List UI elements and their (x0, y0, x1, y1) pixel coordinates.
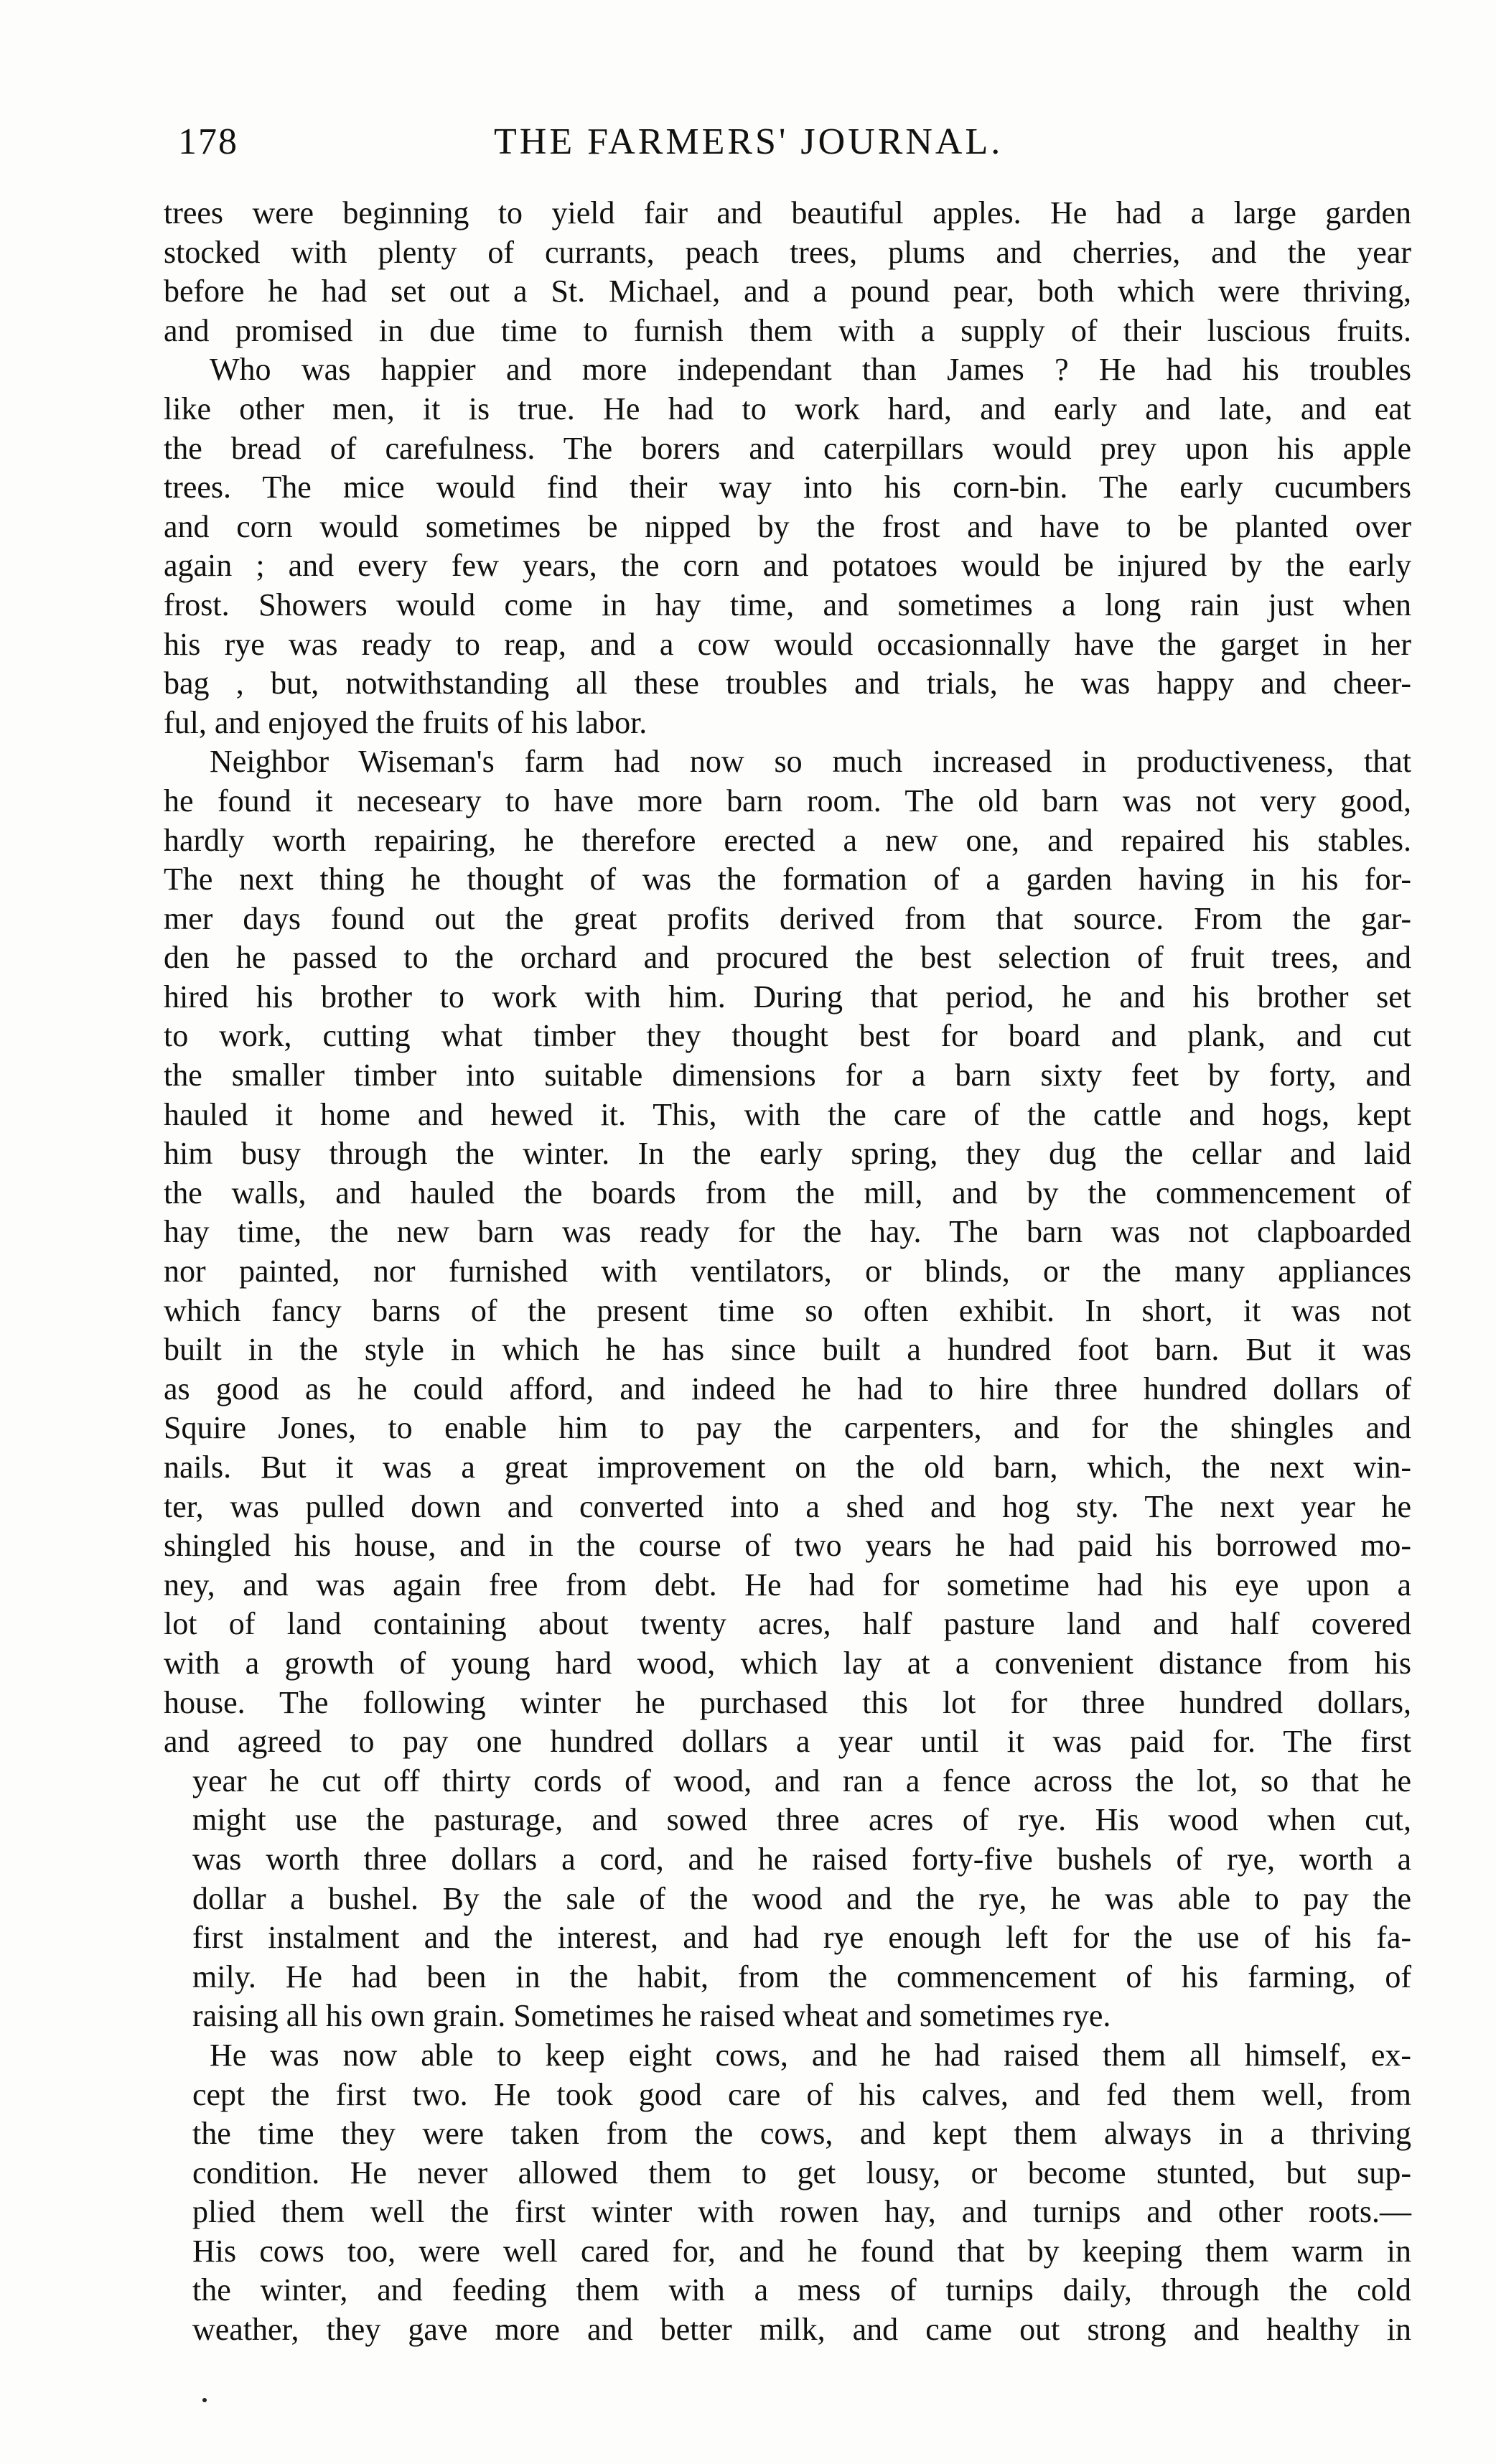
text-line: bag , but, notwithstanding all these troubles and trials, he was happy and cheer- (164, 666, 1411, 701)
text-line: built in the style in which he has since built a hundred foot barn. But it was (164, 1332, 1411, 1368)
text-line: mer days found out the great profits derived from that source. From the gar- (164, 900, 1411, 936)
text-line: with a growth of young hard wood, which lay at a convenient distance from his (164, 1645, 1411, 1681)
text-line: hay time, the new barn was ready for the hay. The barn was not clapboarded (164, 1214, 1411, 1250)
text-line: like other men, it is true. He had to work hard, and early and late, and eat (164, 391, 1411, 426)
text-line: The next thing he thought of was the formation of a garden having in his for- (164, 862, 1411, 897)
page-number: 178 (178, 121, 238, 162)
text-line: condition. He never allowed them to get lousy, or become stunted, but sup- (192, 2155, 1411, 2190)
text-line: ful, and enjoyed the fruits of his labor. (164, 704, 648, 740)
text-line: mily. He had been in the habit, from the commencement of his farming, of (192, 1959, 1411, 1994)
running-head: THE FARMERS' JOURNAL. (494, 121, 1004, 162)
text-line: house. The following winter he purchased this lot for three hundred dollars, (164, 1684, 1411, 1720)
text-line: hired his brother to work with him. During that period, he and his brother set (164, 979, 1411, 1014)
text-line: cept the first two. He took good care of his calves, and fed them well, from (192, 2076, 1411, 2112)
text-line: hauled it home and hewed it. This, with the care of the cattle and hogs, kept (164, 1096, 1411, 1132)
text-line: weather, they gave more and better milk, and came out strong and healthy in (192, 2312, 1411, 2348)
text-line: Who was happier and more independant than James ? He had his troubles (210, 352, 1411, 388)
text-line: trees were beginning to yield fair and beautiful apples. He had a large garden (164, 195, 1411, 230)
text-line: His cows too, were well cared for, and he found that by keeping them warm in (192, 2233, 1411, 2269)
body-text (164, 194, 1411, 2350)
text-line: the smaller timber into suitable dimensions for a barn sixty feet by forty, and (164, 1058, 1411, 1093)
text-line: ney, and was again free from debt. He had for sometime had his eye upon a (164, 1567, 1411, 1602)
text-line: again ; and every few years, the corn and potatoes would be injured by the early (164, 548, 1411, 584)
text-line: the winter, and feeding them with a mess of turnips daily, through the cold (192, 2272, 1411, 2308)
text-line: He was now able to keep eight cows, and he had raised them all himself, ex- (210, 2037, 1411, 2073)
text-line: year he cut off thirty cords of wood, and ran a fence across the lot, so that he (192, 1763, 1411, 1798)
text-line: first instalment and the interest, and had rye enough left for the use of his fa- (192, 1920, 1411, 1956)
text-line: to work, cutting what timber they thought best for board and plank, and cut (164, 1018, 1411, 1054)
text-line: Squire Jones, to enable him to pay the carpenters, and for the shingles and (164, 1410, 1411, 1446)
text-line: stocked with plenty of currants, peach trees, plums and cherries, and the year (164, 234, 1411, 270)
text-line: nor painted, nor furnished with ventilators, or blinds, or the many appliances (164, 1254, 1411, 1289)
text-line: him busy through the winter. In the early spring, they dug the cellar and laid (164, 1136, 1411, 1172)
text-line: and agreed to pay one hundred dollars a year until it was paid for. The first (164, 1724, 1411, 1760)
text-line: Neighbor Wiseman's farm had now so much increased in productiveness, that (210, 744, 1411, 780)
text-line: raising all his own grain. Sometimes he raised wheat and sometimes rye. (192, 1998, 1111, 2034)
text-line: his rye was ready to reap, and a cow would occasionnally have the garget in her (164, 626, 1411, 662)
text-line: nails. But it was a great improvement on the old barn, which, the next win- (164, 1450, 1411, 1485)
print-speck (202, 2398, 207, 2402)
text-line: the time they were taken from the cows, and kept them always in a thriving (192, 2116, 1411, 2152)
text-line: might use the pasturage, and sowed three acres of rye. His wood when cut, (192, 1802, 1411, 1838)
text-line: frost. Showers would come in hay time, and sometimes a long rain just when (164, 587, 1411, 622)
text-line: lot of land containing about twenty acres, half pasture land and half covered (164, 1606, 1411, 1642)
text-line: which fancy barns of the present time so often exhibit. In short, it was not (164, 1292, 1411, 1328)
text-line: the walls, and hauled the boards from the mill, and by the commencement of (164, 1175, 1411, 1210)
text-line: dollar a bushel. By the sale of the wood and the rye, he was able to pay the (192, 1880, 1411, 1916)
text-line: before he had set out a St. Michael, and a pound pear, both which were thriving, (164, 274, 1411, 309)
text-line: as good as he could afford, and indeed he had to hire three hundred dollars of (164, 1371, 1411, 1406)
text-line: ter, was pulled down and converted into a shed and hog sty. The next year he (164, 1488, 1411, 1524)
text-line: shingled his house, and in the course of two years he had paid his borrowed mo- (164, 1528, 1411, 1564)
text-line: plied them well the first winter with rowen hay, and turnips and other roots.— (192, 2194, 1411, 2230)
text-line: was worth three dollars a cord, and he raised forty-five bushels of rye, worth a (192, 1841, 1411, 1877)
text-line: and corn would sometimes be nipped by the frost and have to be planted over (164, 508, 1411, 544)
text-line: he found it neceseary to have more barn room. The old barn was not very good, (164, 783, 1411, 818)
text-line: and promised in due time to furnish them with a supply of their luscious fruits. (164, 312, 1411, 348)
page-header (178, 121, 1398, 178)
text-line: the bread of carefulness. The borers and caterpillars would prey upon his apple (164, 430, 1411, 466)
text-line: den he passed to the orchard and procured the best selection of fruit trees, and (164, 940, 1411, 976)
text-line: trees. The mice would find their way into his corn-bin. The early cucumbers (164, 470, 1411, 505)
text-line: hardly worth repairing, he therefore erected a new one, and repaired his stables. (164, 822, 1411, 858)
